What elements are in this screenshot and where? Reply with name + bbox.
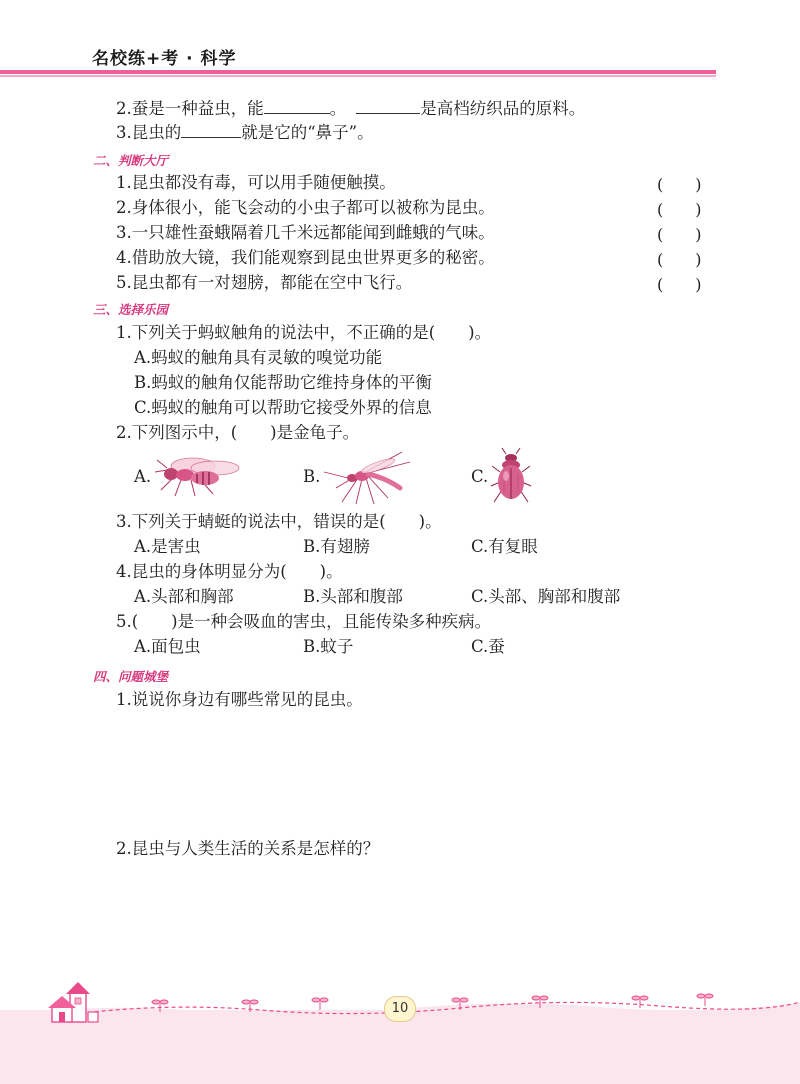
fill-question-2	[116, 97, 585, 120]
choice-q3-option-c[interactable]: C.有复眼	[471, 537, 538, 556]
choice-q1-option-a[interactable]: A.蚂蚁的触角具有灵敏的嗅觉功能	[134, 348, 383, 367]
answer-blank[interactable]	[264, 97, 330, 114]
choice-q5-option-a[interactable]: A.面包虫	[134, 637, 201, 656]
header-stripe	[0, 70, 716, 74]
choice-q2-label-a[interactable]: A.	[134, 467, 152, 486]
choice-q4-option-b[interactable]: B.头部和腹部	[303, 587, 403, 606]
beetle-icon[interactable]	[490, 446, 532, 506]
fill-question-2-text-a: 2.蚕是一种益虫，能	[116, 99, 264, 118]
judge-item-4: 4.借助放大镜，我们能观察到昆虫世界更多的秘密。	[116, 248, 495, 267]
section-title-choice: 三、选择乐园	[93, 302, 169, 317]
header-stripe-light	[0, 75, 716, 77]
choice-q1-option-c[interactable]: C.蚂蚁的触角可以帮助它接受外界的信息	[134, 398, 432, 417]
answer-blank[interactable]	[181, 121, 241, 138]
page-number: 10	[384, 996, 416, 1022]
choice-q3-option-b[interactable]: B.有翅膀	[303, 537, 370, 556]
choice-q3-option-a[interactable]: A.是害虫	[134, 537, 201, 556]
answer-parentheses[interactable]: ( )	[657, 175, 702, 194]
judge-item-1: 1.昆虫都没有毒，可以用手随便触摸。	[116, 173, 396, 192]
fill-question-3-text-b: 就是它的“鼻子”。	[241, 123, 374, 142]
section-title-judge: 二、判断大厅	[93, 153, 169, 168]
mosquito-icon[interactable]	[322, 448, 414, 506]
answer-blank[interactable]	[356, 97, 420, 114]
choice-q4-option-c[interactable]: C.头部、胸部和腹部	[471, 587, 621, 606]
choice-q2-stem: 2.下列图示中，( )是金龟子。	[116, 423, 360, 442]
answer-area-2[interactable]	[116, 866, 676, 976]
answer-area-1[interactable]	[116, 716, 676, 826]
choice-q4-stem: 4.昆虫的身体明显分为( )。	[116, 562, 343, 581]
choice-q3-stem: 3.下列关于蜻蜓的说法中，错误的是( )。	[116, 512, 442, 531]
fill-question-3	[116, 121, 374, 144]
judge-item-5: 5.昆虫都有一对翅膀，都能在空中飞行。	[116, 273, 413, 292]
answer-parentheses[interactable]: ( )	[657, 225, 702, 244]
choice-q1-option-b[interactable]: B.蚂蚁的触角仅能帮助它维持身体的平衡	[134, 373, 432, 392]
choice-q1-stem: 1.下列关于蚂蚁触角的说法中，不正确的是( )。	[116, 323, 492, 342]
choice-q2-label-c[interactable]: C.	[471, 467, 489, 486]
open-question-2: 2.昆虫与人类生活的关系是怎样的？	[116, 839, 380, 858]
wasp-icon[interactable]	[155, 450, 247, 500]
fill-question-2-text-c: 是高档纺织品的原料。	[420, 99, 586, 118]
choice-q5-stem: 5.( )是一种会吸血的害虫，且能传染多种疾病。	[116, 612, 492, 631]
section-title-questions: 四、问题城堡	[93, 669, 169, 684]
judge-item-3: 3.一只雄性蚕蛾隔着几千米远都能闻到雌蛾的气味。	[116, 223, 495, 242]
answer-parentheses[interactable]: ( )	[657, 200, 702, 219]
choice-q4-option-a[interactable]: A.头部和胸部	[134, 587, 234, 606]
choice-q5-option-b[interactable]: B.蚊子	[303, 637, 354, 656]
choice-q5-option-c[interactable]: C.蚕	[471, 637, 505, 656]
page-header-title: 名校练+考 · 科学	[92, 49, 237, 69]
fill-question-3-text-a: 3.昆虫的	[116, 123, 182, 142]
judge-item-2: 2.身体很小，能飞会动的小虫子都可以被称为昆虫。	[116, 198, 495, 217]
answer-parentheses[interactable]: ( )	[657, 250, 702, 269]
sprout-decorations	[120, 990, 720, 1016]
answer-parentheses[interactable]: ( )	[657, 275, 702, 294]
open-question-1: 1.说说你身边有哪些常见的昆虫。	[116, 690, 363, 709]
fill-question-2-text-b: 。	[329, 99, 347, 118]
house-icon	[48, 982, 108, 1028]
choice-q2-label-b[interactable]: B.	[303, 467, 321, 486]
